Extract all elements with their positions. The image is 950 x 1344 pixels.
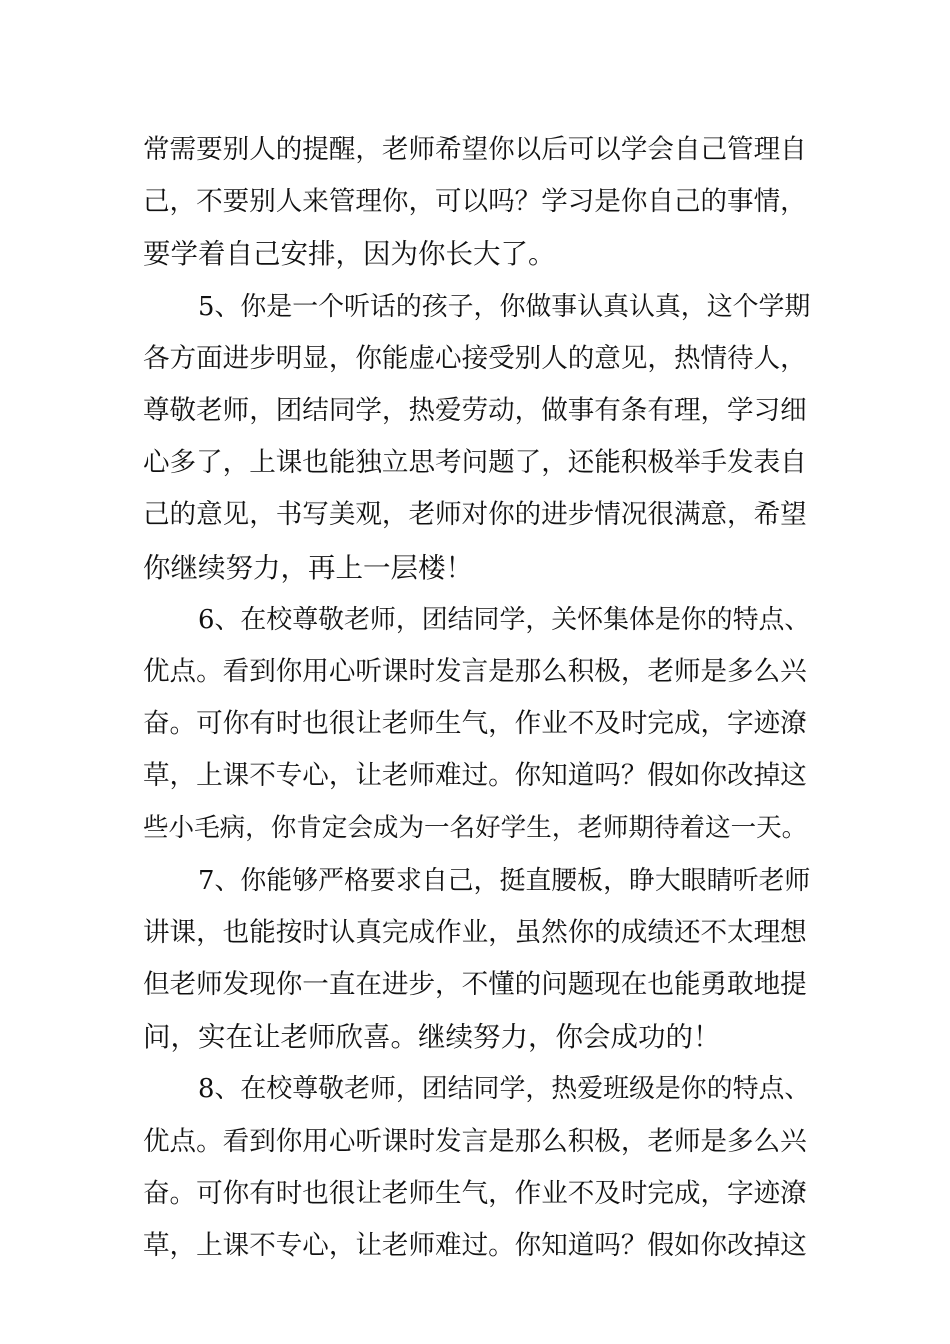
text-line: 己，不要别人来管理你，可以吗？学习是你自己的事情， [143,186,807,218]
text-line: 但老师发现你一直在进步，不懂的问题现在也能勇敢地提 [143,969,807,1000]
text-line: 己的意见，书写美观，老师对你的进步情况很满意，希望 [143,499,807,531]
paragraph-start-line: 7、你能够严格要求自己，挺直腰板，睁大眼睛听老师 [198,865,811,896]
text-line: 你继续努力，再上一层楼！ [143,551,473,584]
text-line: 心多了，上课也能独立思考问题了，还能积极举手发表自 [143,447,807,479]
text-line: 尊敬老师，团结同学，热爱劳动，做事有条有理，学习细 [143,394,807,426]
document-body [143,124,811,1272]
text-line: 讲课，也能按时认真完成作业，虽然你的成绩还不太理想 [143,916,807,948]
text-line: 问，实在让老师欣喜。继续努力，你会成功的！ [143,1021,721,1054]
text-line: 各方面进步明显，你能虚心接受别人的意见，热情待人， [143,342,807,374]
text-line: 些小毛病，你肯定会成为一名好学生，老师期待着这一天。 [143,813,808,844]
text-line: 优点。看到你用心听课时发言是那么积极，老师是多么兴 [143,655,807,687]
text-line: 奋。可你有时也很让老师生气，作业不及时完成，字迹潦 [143,1177,807,1209]
text-line: 常需要别人的提醒，老师希望你以后可以学会自己管理自 [143,134,807,165]
paragraph-start-line: 5、你是一个听话的孩子，你做事认真认真，这个学期 [198,291,811,322]
text-line: 要学着自己安排，因为你长大了。 [143,238,556,271]
paragraph-start-line: 8、在校尊敬老师，团结同学，热爱班级是你的特点、 [198,1074,811,1105]
text-line: 奋。可你有时也很让老师生气，作业不及时完成，字迹潦 [143,708,807,740]
text-line: 草，上课不专心，让老师难过。你知道吗？假如你改掉这 [143,760,807,792]
text-line: 草，上课不专心，让老师难过。你知道吗？假如你改掉这 [143,1229,807,1261]
paragraph-start-line: 6、在校尊敬老师，团结同学，关怀集体是你的特点、 [198,604,811,635]
text-line: 优点。看到你用心听课时发言是那么积极，老师是多么兴 [143,1125,807,1157]
